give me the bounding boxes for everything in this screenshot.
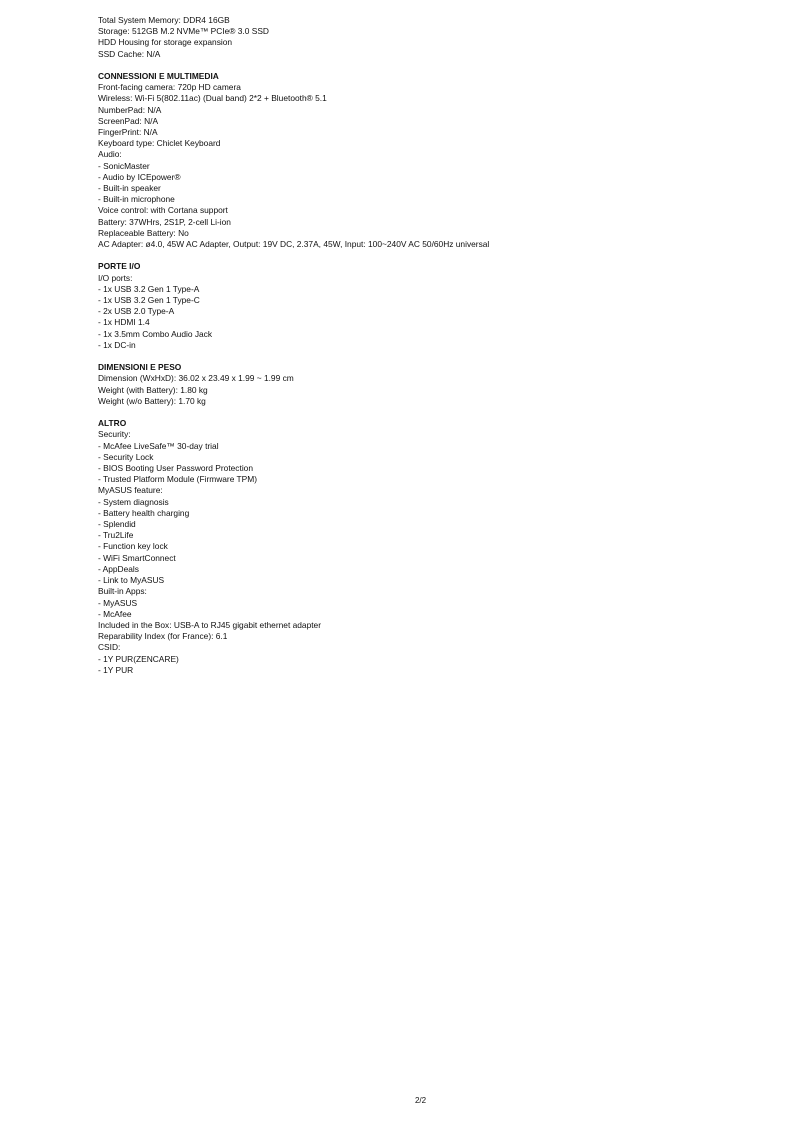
spec-line: Included in the Box: USB-A to RJ45 gigabit ethernet adapter [98,619,322,630]
spec-line: - AppDeals [98,563,139,574]
section-heading: CONNESSIONI E MULTIMEDIA [98,71,219,81]
section-porte-io [98,261,758,351]
spec-line: - Battery health charging [98,507,190,518]
spec-line: - 1x USB 3.2 Gen 1 Type-C [98,295,200,306]
spec-line: - 1Y PUR(ZENCARE) [98,653,179,664]
spec-line: - Splendid [98,519,136,530]
section-altro [98,418,758,676]
top-spec-block [98,15,758,60]
spec-line: - 1x HDMI 1.4 [98,317,150,328]
spec-line: - MyASUS [98,597,138,608]
section-dimensioni-peso [98,362,758,407]
spec-line: Battery: 37WHrs, 2S1P, 2-cell Li-ion [98,216,231,227]
spec-line: - Link to MyASUS [98,575,165,586]
spec-line: - 1x DC-in [98,339,136,350]
section-heading: PORTE I/O [98,261,141,272]
spec-line: Wireless: Wi-Fi 5(802.11ac) (Dual band) 2*2 + Bluetooth® 5.1 [98,93,327,104]
spec-line: - BIOS Booting User Password Protection [98,463,254,474]
spec-line: Audio: [98,149,122,160]
spec-line: FingerPrint: N/A [98,127,158,138]
spec-line: - System diagnosis [98,496,169,507]
spec-line: - Built-in speaker [98,183,161,194]
spec-line: Security: [98,429,131,440]
spec-line: - Tru2Life [98,530,134,541]
spec-line: Weight (w/o Battery): 1.70 kg [98,395,206,406]
spec-line: - 2x USB 2.0 Type-A [98,306,175,317]
spec-line: Storage: 512GB M.2 NVMe™ PCIe® 3.0 SSD [98,26,269,37]
page-number: 2/2 [414,1096,427,1105]
spec-line: Weight (with Battery): 1.80 kg [98,384,208,395]
section-connessioni-multimedia [98,71,758,250]
spec-line: SSD Cache: N/A [98,48,161,59]
spec-line: Voice control: with Cortana support [98,205,228,216]
spec-line: - 1Y PUR [98,664,134,675]
spec-line: - Security Lock [98,451,154,462]
spec-line: - McAfee [98,608,132,619]
spec-line: - Trusted Platform Module (Firmware TPM) [98,474,258,485]
spec-line: Dimension (WxHxD): 36.02 x 23.49 x 1.99 ~ 1.99 cm [98,373,294,384]
spec-line: - Function key lock [98,541,168,552]
section-heading: ALTRO [98,418,127,429]
spec-line: Front-facing camera: 720p HD camera [98,82,241,93]
spec-document [98,15,758,676]
spec-line: - 1x 3.5mm Combo Audio Jack [98,328,213,339]
spec-line: Total System Memory: DDR4 16GB [98,15,230,25]
page-footer [0,1096,793,1106]
section-heading: DIMENSIONI E PESO [98,362,182,373]
spec-line: - WiFi SmartConnect [98,552,176,563]
spec-line: MyASUS feature: [98,485,163,496]
spec-line: ScreenPad: N/A [98,115,159,126]
spec-line: - 1x USB 3.2 Gen 1 Type-A [98,283,200,294]
spec-line: HDD Housing for storage expansion [98,37,233,48]
spec-line: AC Adapter: ø4.0, 45W AC Adapter, Output: 19V DC, 2.37A, 45W, Input: 100~240V AC 50/60Hz universal [98,239,490,250]
spec-line: Reparability Index (for France): 6.1 [98,631,228,642]
spec-line: - SonicMaster [98,160,150,171]
spec-line: - McAfee LiveSafe™ 30-day trial [98,440,219,451]
spec-line: Built-in Apps: [98,586,147,597]
spec-line: Keyboard type: Chiclet Keyboard [98,138,221,149]
spec-line: I/O ports: [98,272,133,283]
spec-line: - Audio by ICEpower® [98,171,181,182]
spec-line: - Built-in microphone [98,194,175,205]
spec-line: CSID: [98,642,121,653]
spec-line: NumberPad: N/A [98,104,162,115]
spec-line: Replaceable Battery: No [98,227,189,238]
